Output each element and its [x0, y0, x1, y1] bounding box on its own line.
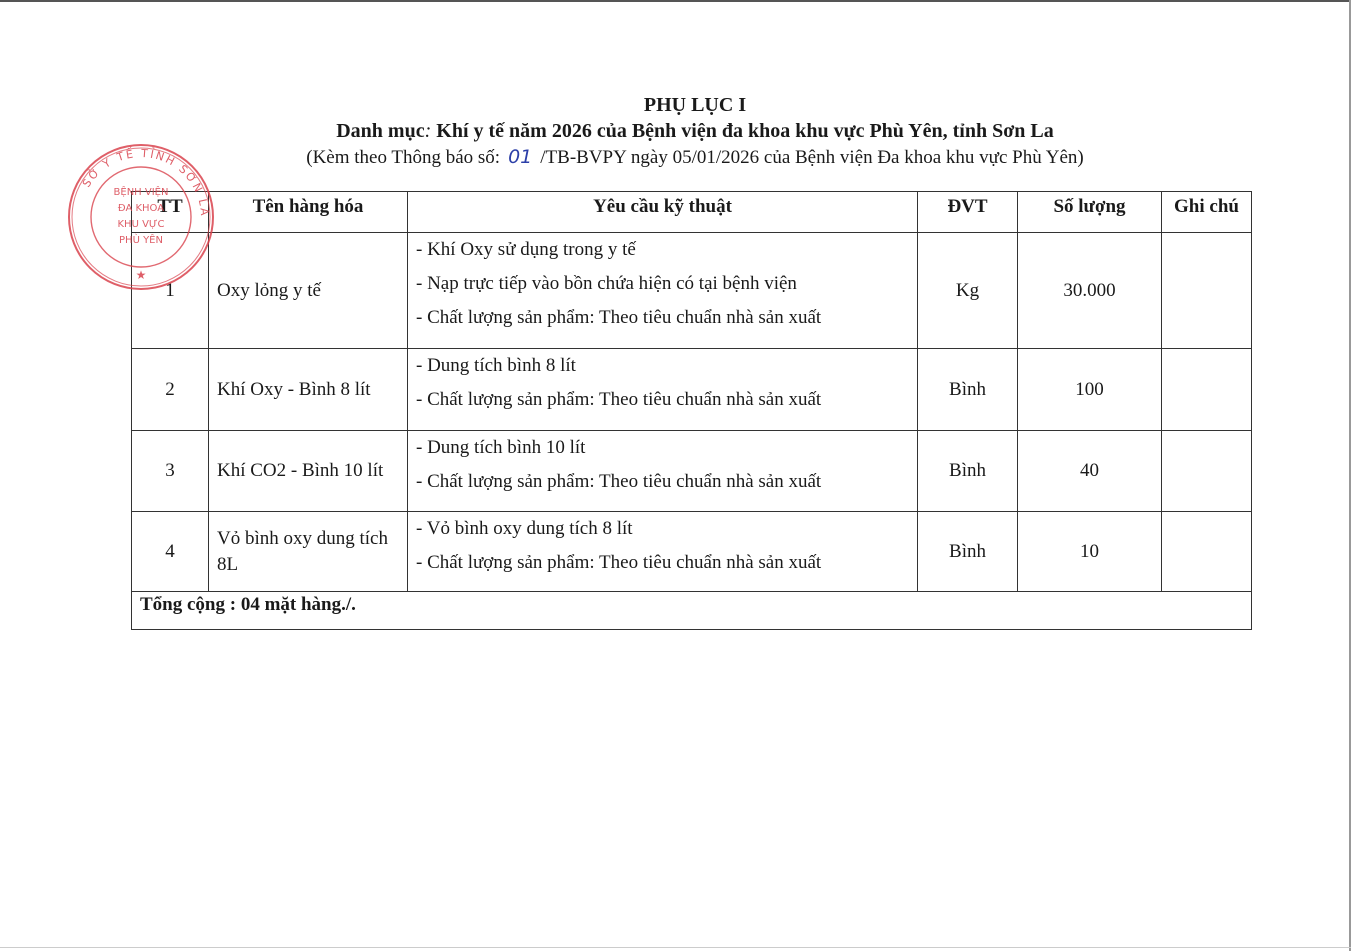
table-header-row [132, 192, 1252, 233]
row-unit: Kg [918, 233, 1018, 349]
stamp-line: PHÙ YÊN [119, 235, 163, 246]
stamp-star-icon: ★ [135, 268, 147, 282]
document-title: PHỤ LỤC I [643, 94, 747, 116]
subtitle-text: Khí y tế năm 2026 của Bệnh viện đa khoa khu vực Phù Yên, tỉnh Sơn La [431, 120, 1054, 142]
row-note [1162, 512, 1252, 592]
spec-line: - Nạp trực tiếp vào bồn chứa hiện có tại bệnh viện [416, 273, 797, 294]
row-spec [408, 349, 918, 431]
document-reference [0, 146, 1351, 169]
page-border-bottom [0, 947, 1351, 948]
table-total-row [132, 592, 1252, 630]
row-tt: 1 [132, 233, 209, 349]
row-qty: 100 [1018, 349, 1162, 431]
header-qty: Số lượng [1018, 192, 1162, 233]
row-unit: Bình [918, 349, 1018, 431]
row-name: Khí Oxy - Bình 8 lít [209, 349, 408, 431]
spec-line: - Khí Oxy sử dụng trong y tế [416, 239, 636, 260]
total-label: Tổng cộng : 04 mặt hàng./. [132, 592, 1252, 630]
table-row [132, 233, 1252, 349]
header-unit: ĐVT [918, 192, 1018, 233]
stamp-line: KHU VỰC [117, 219, 165, 230]
row-name: Vỏ bình oxy dung tích 8L [209, 512, 408, 592]
reference-prefix: (Kèm theo Thông báo số: [306, 147, 501, 168]
spec-line: - Dung tích bình 8 lít [416, 355, 576, 376]
spec-line: - Vỏ bình oxy dung tích 8 lít [416, 518, 633, 539]
spec-line: - Chất lượng sản phẩm: Theo tiêu chuẩn nhà sản xuất [416, 471, 822, 492]
stamp-line: BỆNH VIỆN [113, 187, 169, 198]
stamp-outer-text: SỞ Y TẾ TỈNH SƠN LA [79, 146, 212, 218]
subtitle-prefix: Danh mục [336, 120, 425, 142]
reference-number: 01 [508, 146, 533, 168]
row-note [1162, 431, 1252, 512]
header-name: Tên hàng hóa [209, 192, 408, 233]
row-qty: 10 [1018, 512, 1162, 592]
spec-line: - Chất lượng sản phẩm: Theo tiêu chuẩn nhà sản xuất [416, 389, 822, 410]
row-name: Khí CO2 - Bình 10 lít [209, 431, 408, 512]
header-tt: TT [132, 192, 209, 233]
row-note [1162, 349, 1252, 431]
spec-line: - Dung tích bình 10 lít [416, 437, 586, 458]
subtitle-colon: : [424, 120, 432, 142]
spec-line: - Chất lượng sản phẩm: Theo tiêu chuẩn nhà sản xuất [416, 552, 822, 573]
table-row [132, 431, 1252, 512]
row-qty: 40 [1018, 431, 1162, 512]
row-qty: 30.000 [1018, 233, 1162, 349]
row-spec [408, 512, 918, 592]
document-subtitle [0, 120, 1351, 143]
row-spec [408, 431, 918, 512]
row-tt: 2 [132, 349, 209, 431]
row-unit: Bình [918, 431, 1018, 512]
row-spec [408, 233, 918, 349]
table-row [132, 512, 1252, 592]
row-name: Oxy lỏng y tế [209, 233, 408, 349]
header-note: Ghi chú [1162, 192, 1252, 233]
row-unit: Bình [918, 512, 1018, 592]
row-note [1162, 233, 1252, 349]
page-border-top [0, 0, 1351, 2]
table-row [132, 349, 1252, 431]
stamp-line: ĐA KHOA [117, 203, 165, 214]
row-tt: 3 [132, 431, 209, 512]
goods-table [131, 191, 1252, 630]
reference-suffix: /TB-BVPY ngày 05/01/2026 của Bệnh viện Đa khoa khu vực Phù Yên) [540, 147, 1084, 168]
header-spec: Yêu cầu kỹ thuật [408, 192, 918, 233]
spec-line: - Chất lượng sản phẩm: Theo tiêu chuẩn nhà sản xuất [416, 307, 822, 328]
row-tt: 4 [132, 512, 209, 592]
